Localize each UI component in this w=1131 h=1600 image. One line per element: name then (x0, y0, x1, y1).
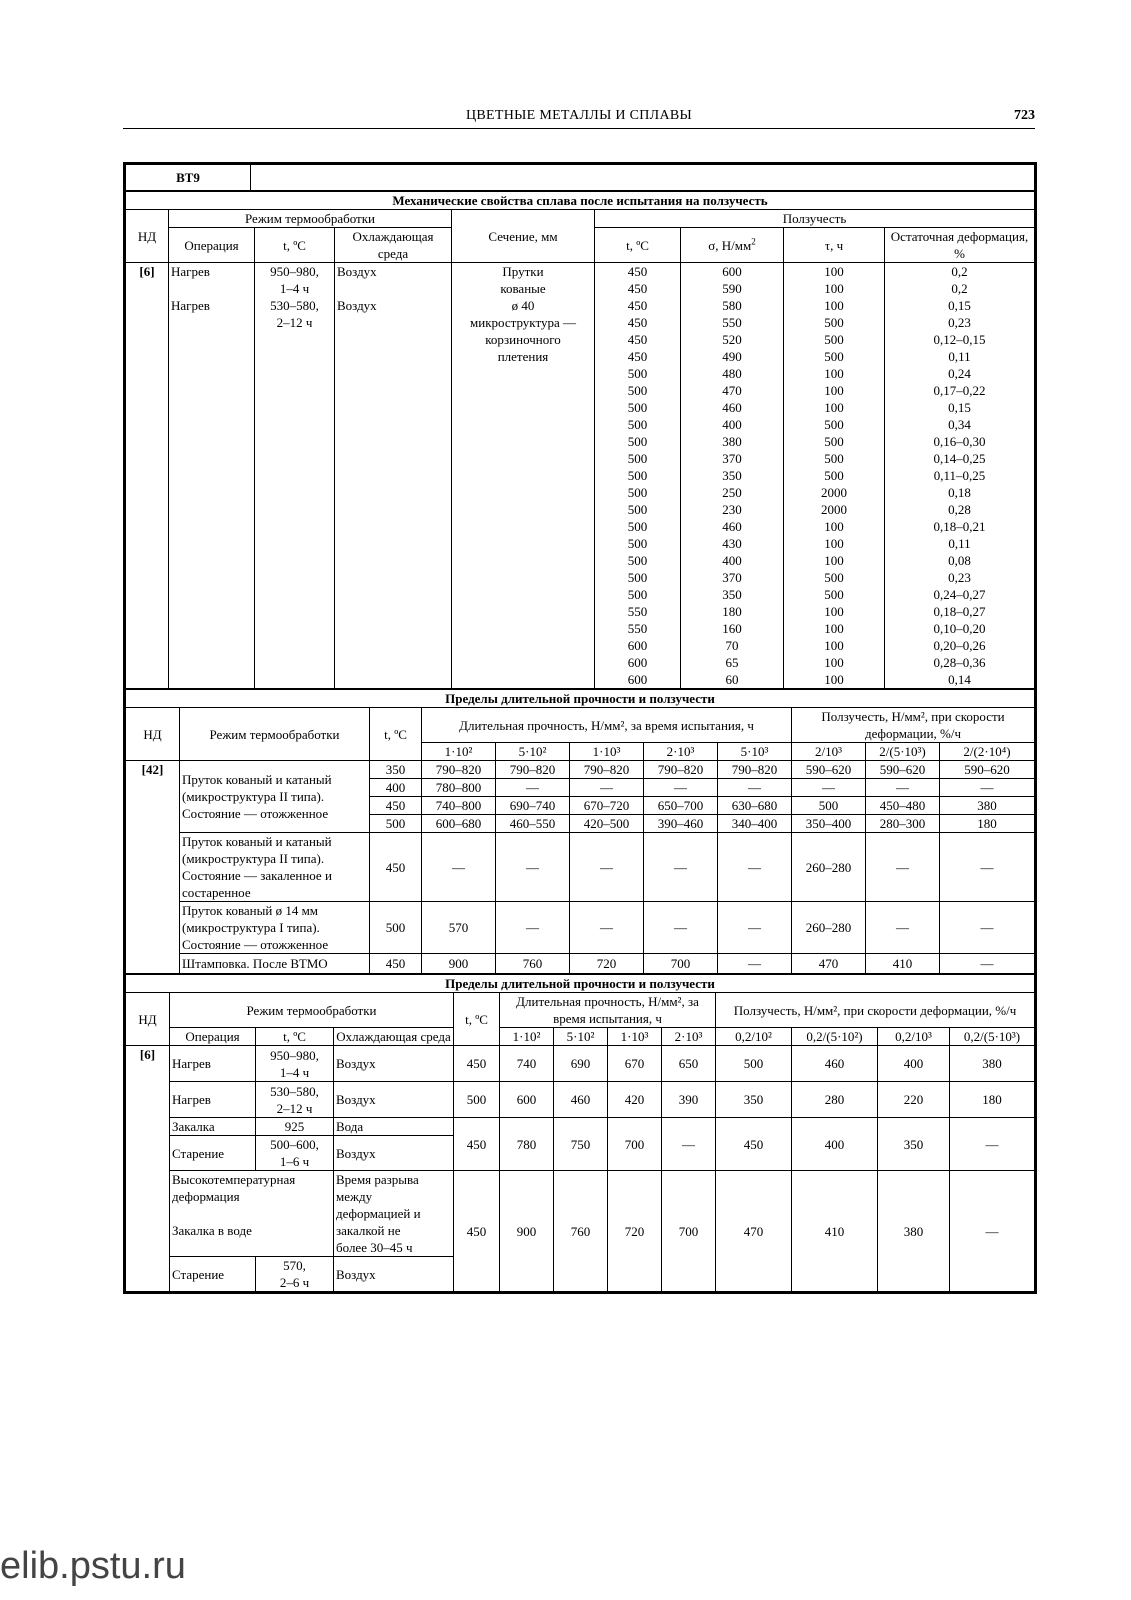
value-cell: — (644, 902, 718, 954)
value-cell: 650 (662, 1046, 716, 1082)
value-cell: 350 (878, 1118, 950, 1171)
nd-ref: [42] (126, 761, 180, 974)
alloy-table (123, 162, 1037, 1294)
value-cell: 500 (792, 797, 866, 815)
col-interval: 2·10³ (662, 1028, 716, 1046)
value-cell: — (570, 779, 644, 797)
value-cell: 720 (608, 1171, 662, 1292)
temperature-cell: 500–600, 1–6 ч (256, 1136, 334, 1171)
col-interval: 2/(2·10⁴) (940, 743, 1035, 761)
tau-values: 100 100 100 500 500 500 100 100 100 500 500 500 500 2000 2000 100 100 100 500 500 100 100 100 100 100 (784, 263, 885, 689)
value-cell: 380 (878, 1171, 950, 1292)
medium-cell: Воздух (334, 1046, 454, 1082)
col-interval: 2/10³ (792, 743, 866, 761)
value-cell: 790–820 (422, 761, 496, 779)
operation-cell: Старение (170, 1136, 256, 1171)
alloy-title-empty (251, 165, 1035, 191)
col-interval: 1·10³ (608, 1028, 662, 1046)
value-cell: 390 (662, 1082, 716, 1118)
temperature-cell: 450 (370, 954, 422, 974)
temperature-cell: 450 (454, 1171, 500, 1292)
value-cell: 380 (940, 797, 1035, 815)
section-cell: Прутки кованые ø 40 микроструктура — корзиночного плетения (452, 263, 595, 689)
value-cell: — (866, 902, 940, 954)
value-cell: — (718, 954, 792, 974)
value-cell: 670–720 (570, 797, 644, 815)
value-cell: — (644, 779, 718, 797)
value-cell: 420 (608, 1082, 662, 1118)
col-interval: 0,2/(5·10²) (792, 1028, 878, 1046)
col-medium: Охлаждающая среда (334, 1028, 454, 1046)
value-cell: 600–680 (422, 815, 496, 833)
operation-cell: Закалка (170, 1118, 256, 1136)
value-cell: 180 (940, 815, 1035, 833)
value-cell: 780 (500, 1118, 554, 1171)
value-cell: — (718, 902, 792, 954)
col-strength: Длительная прочность, Н/мм², за время испытания, ч (422, 708, 792, 743)
col-medium: Охлаждающая среда (335, 228, 452, 263)
value-cell: — (950, 1171, 1035, 1292)
col-interval: 2·10³ (644, 743, 718, 761)
alloy-name: ВТ9 (126, 165, 251, 191)
value-cell: 420–500 (570, 815, 644, 833)
value-cell: — (496, 902, 570, 954)
value-cell: 740 (500, 1046, 554, 1082)
col-temp: t, ºC (370, 708, 422, 761)
col-interval: 0,2/(5·10³) (950, 1028, 1035, 1046)
operation-cell: Нагрев Нагрев (169, 263, 255, 689)
regime-cell: Пруток кованый и катаный (микроструктура II типа). Состояние — отожженное (180, 761, 370, 833)
col-sigma: σ, $Н/мм^2$ (681, 228, 784, 263)
value-cell: — (950, 1118, 1035, 1171)
temperature-cell: 950–980, 1–4 ч (256, 1046, 334, 1082)
value-cell: — (866, 833, 940, 902)
temperature-cell: 350 (370, 761, 422, 779)
col-interval: 5·10³ (718, 743, 792, 761)
section-3-title: Пределы длительной прочности и ползучести (126, 975, 1035, 993)
value-cell: 900 (422, 954, 496, 974)
col-interval: 0,2/10³ (878, 1028, 950, 1046)
col-creep-t: t, ºC (595, 228, 681, 263)
value-cell: 570 (422, 902, 496, 954)
watermark: elib.pstu.ru (0, 1545, 186, 1587)
value-cell: 590–620 (866, 761, 940, 779)
value-cell: 410 (866, 954, 940, 974)
table-row (126, 954, 1035, 974)
col-strength: Длительная прочность, Н/мм², за время испытания, ч (500, 993, 716, 1028)
temperature-cell: 500 (454, 1082, 500, 1118)
value-cell: 700 (662, 1171, 716, 1292)
value-cell: 790–820 (570, 761, 644, 779)
value-cell: 630–680 (718, 797, 792, 815)
temperature-cell: 500 (370, 815, 422, 833)
value-cell: 380 (950, 1046, 1035, 1082)
operation-cell: Нагрев (170, 1082, 256, 1118)
temperature-cell: 400 (370, 779, 422, 797)
value-cell: 390–460 (644, 815, 718, 833)
col-interval: 5·10² (496, 743, 570, 761)
value-cell: 450–480 (866, 797, 940, 815)
section-2-title: Пределы длительной прочности и ползучести (126, 690, 1035, 708)
col-residual: Остаточная деформация, % (885, 228, 1035, 263)
temperature-cell: 450 (370, 797, 422, 815)
operation-cell: Старение (170, 1257, 256, 1292)
value-cell: 790–820 (718, 761, 792, 779)
value-cell: 790–820 (644, 761, 718, 779)
value-cell: 760 (496, 954, 570, 974)
col-operation: Операция (169, 228, 255, 263)
col-nd: НД (126, 993, 170, 1046)
value-cell: 180 (950, 1082, 1035, 1118)
value-cell: 690 (554, 1046, 608, 1082)
creep-properties-table (125, 191, 1035, 689)
section-1-title: Механические свойства сплава после испытания на ползучесть (126, 192, 1035, 210)
value-cell: — (940, 833, 1035, 902)
value-cell: 590–620 (940, 761, 1035, 779)
medium-cell: Время разрыва между деформацией и закалкой не более 30–45 ч (334, 1171, 454, 1257)
page-header (123, 108, 1035, 129)
value-cell: 350–400 (792, 815, 866, 833)
value-cell: 340–400 (718, 815, 792, 833)
temperature-cell: 925 (256, 1118, 334, 1136)
col-operation: Операция (170, 1028, 256, 1046)
value-cell: 470 (792, 954, 866, 974)
col-creep: Ползучесть, Н/мм², при скорости деформации, %/ч (716, 993, 1035, 1028)
value-cell: 260–280 (792, 902, 866, 954)
medium-cell: Воздух Воздух (335, 263, 452, 689)
col-tau: τ, ч (784, 228, 885, 263)
col-interval: 2/(5·10³) (866, 743, 940, 761)
creep-t-values: 450 450 450 450 450 450 500 500 500 500 500 500 500 500 500 500 500 500 500 500 550 550 600 600 600 (595, 263, 681, 689)
value-cell: — (866, 779, 940, 797)
value-cell: — (496, 833, 570, 902)
value-cell: 900 (500, 1171, 554, 1292)
col-regime: Режим термообработки (169, 210, 452, 228)
col-temp: t, ºC (256, 1028, 334, 1046)
value-cell: 410 (792, 1171, 878, 1292)
value-cell: 600 (500, 1082, 554, 1118)
col-temp: t, ºC (255, 228, 335, 263)
value-cell: 670 (608, 1046, 662, 1082)
table-row (126, 833, 1035, 902)
value-cell: 400 (792, 1118, 878, 1171)
col-interval: 5·10² (554, 1028, 608, 1046)
temperature-cell: 530–580, 2–12 ч (256, 1082, 334, 1118)
strength-creep-table-2 (125, 974, 1035, 1292)
medium-cell: Воздух (334, 1136, 454, 1171)
table-row (126, 761, 1035, 779)
value-cell: 740–800 (422, 797, 496, 815)
value-cell: 590–620 (792, 761, 866, 779)
regime-cell: Штамповка. После ВТМО (180, 954, 370, 974)
table-row (126, 902, 1035, 954)
value-cell: — (940, 779, 1035, 797)
temperature-cell: 570, 2–6 ч (256, 1257, 334, 1292)
value-cell: 690–740 (496, 797, 570, 815)
value-cell: 700 (644, 954, 718, 974)
value-cell: — (644, 833, 718, 902)
value-cell: 460 (554, 1082, 608, 1118)
value-cell: 500 (716, 1046, 792, 1082)
col-interval: 1·10² (422, 743, 496, 761)
value-cell: 350 (716, 1082, 792, 1118)
value-cell: — (940, 954, 1035, 974)
value-cell: 650–700 (644, 797, 718, 815)
value-cell: 780–800 (422, 779, 496, 797)
value-cell: 450 (716, 1118, 792, 1171)
col-regime: Режим термообработки (170, 993, 454, 1028)
value-cell: 460–550 (496, 815, 570, 833)
value-cell: — (662, 1118, 716, 1171)
value-cell: 400 (878, 1046, 950, 1082)
medium-cell: Воздух (334, 1082, 454, 1118)
medium-cell: Воздух (334, 1257, 454, 1292)
temperature-cell: 450 (454, 1046, 500, 1082)
col-regime: Режим термообработки (180, 708, 370, 761)
value-cell: 260–280 (792, 833, 866, 902)
residual-values: 0,2 0,2 0,15 0,23 0,12–0,15 0,11 0,24 0,17–0,22 0,15 0,34 0,16–0,30 0,14–0,25 0,11–0,25 0,18 0,28 0,18–0,21 0,11 0,08 0,23 0,24–0,27 0,18–0,27 0,10–0,20 0,20–0,26 0,28–0,36 0,14 (885, 263, 1035, 689)
nd-ref: [6] (126, 1046, 170, 1292)
running-title: ЦВЕТНЫЕ МЕТАЛЛЫ И СПЛАВЫ (466, 108, 692, 123)
value-cell: — (422, 833, 496, 902)
value-cell: — (718, 779, 792, 797)
temperature-cell: 950–980, 1–4 ч 530–580, 2–12 ч (255, 263, 335, 689)
value-cell: 280 (792, 1082, 878, 1118)
col-creep: Ползучесть, Н/мм², при скорости деформации, %/ч (792, 708, 1035, 743)
col-interval: 1·10² (500, 1028, 554, 1046)
strength-creep-table-1 (125, 689, 1035, 974)
value-cell: 790–820 (496, 761, 570, 779)
col-nd: НД (126, 708, 180, 761)
operation-cell: Нагрев (170, 1046, 256, 1082)
value-cell: 760 (554, 1171, 608, 1292)
value-cell: — (570, 833, 644, 902)
regime-cell: Пруток кованый ø 14 мм (микроструктура I типа). Состояние — отожженное (180, 902, 370, 954)
temperature-cell: 450 (454, 1118, 500, 1171)
temperature-cell: 500 (370, 902, 422, 954)
medium-cell: Вода (334, 1118, 454, 1136)
value-cell: — (570, 902, 644, 954)
page-number: 723 (1014, 108, 1035, 123)
col-t: t, ºC (454, 993, 500, 1046)
temperature-cell: 450 (370, 833, 422, 902)
value-cell: — (496, 779, 570, 797)
value-cell: 460 (792, 1046, 878, 1082)
operation-cell: Высокотемпературная деформация Закалка в воде (170, 1171, 334, 1257)
value-cell: — (718, 833, 792, 902)
value-cell: 220 (878, 1082, 950, 1118)
col-creep: Ползучесть (595, 210, 1035, 228)
value-cell: 750 (554, 1118, 608, 1171)
col-interval: 1·10³ (570, 743, 644, 761)
nd-ref: [6] (126, 263, 169, 689)
sigma-values: 600 590 580 550 520 490 480 470 460 400 380 370 350 250 230 460 430 400 370 350 180 160 70 65 60 (681, 263, 784, 689)
value-cell: 700 (608, 1118, 662, 1171)
alloy-title-table (125, 164, 1035, 191)
col-nd: НД (126, 210, 169, 263)
value-cell: 280–300 (866, 815, 940, 833)
col-section: Сечение, мм (452, 210, 595, 263)
value-cell: 470 (716, 1171, 792, 1292)
value-cell: 720 (570, 954, 644, 974)
value-cell: — (792, 779, 866, 797)
value-cell: — (940, 902, 1035, 954)
col-interval: 0,2/10² (716, 1028, 792, 1046)
regime-cell: Пруток кованый и катаный (микроструктура II типа). Состояние — закаленное и состаренное (180, 833, 370, 902)
